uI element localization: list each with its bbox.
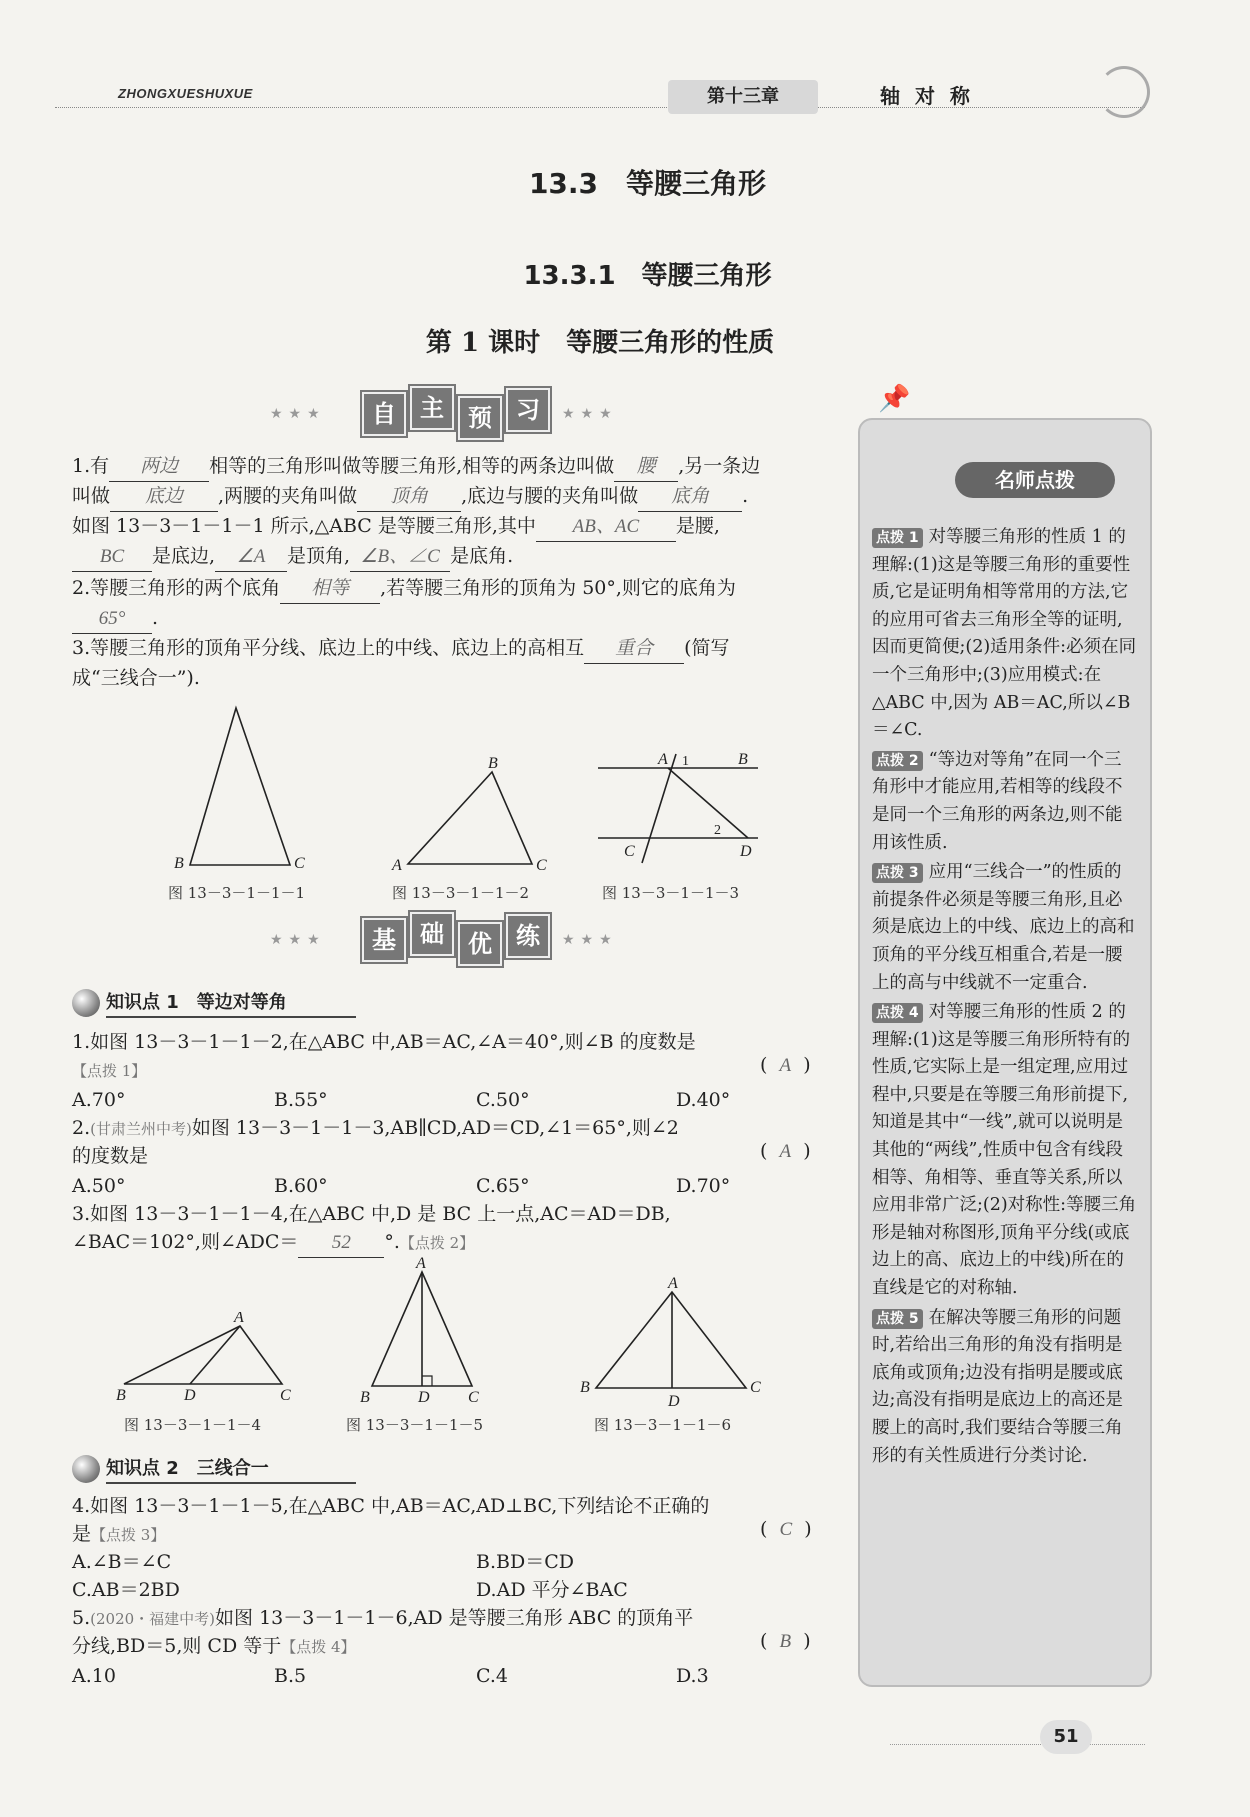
k2-q5-option-c: C.4 <box>476 1665 508 1687</box>
sidebar-content <box>872 524 1138 1472</box>
banner-char: 优 <box>458 922 502 966</box>
k2-q4-option-c: C.AB＝2BD <box>72 1579 180 1601</box>
chapter-label: 第十三章 <box>668 80 818 114</box>
teacher-tips-sidebar <box>858 418 1152 1687</box>
k1-q1-text: 1.如图 13－3－1－1－2,在△ABC 中,AB＝AC,∠A＝40°,则∠B 的度数是 <box>72 1031 696 1053</box>
preview-q3-line1: 3.等腰三角形的顶角平分线、底边上的中线、底边上的高相互 重合 (简写 <box>72 634 730 664</box>
vertex-label: D <box>668 1393 680 1410</box>
vertex-label: C <box>280 1387 291 1402</box>
tip-item: 点拨 1 对等腰三角形的性质 1 的理解:(1)这是等腰三角形的重要性质,它是证明角相等常用的方法,它的应用可省去三角形全等的证明,因而更简便;(2)适用条件:必须在同一个三角形中;(3)应用模式:在△ABC 中,因为 AB＝AC,所以∠B＝∠C. <box>872 527 1137 741</box>
vertex-label: D <box>184 1387 196 1402</box>
preview-banner <box>270 392 650 438</box>
vertex-label: D <box>418 1389 430 1406</box>
banner-char: 基 <box>362 918 406 962</box>
preview-q2-line2: 65° . <box>72 604 158 634</box>
preview-q1-line1: 1.有 两边 相等的三角形叫做等腰三角形,相等的两条边叫做 腰 ,另一条边 <box>72 452 760 482</box>
figure-caption: 图 13－3－1－1－1 <box>168 884 306 902</box>
vertex-label: C <box>536 857 547 874</box>
k1-q3-text2: ∠BAC＝102°,则∠ADC＝ 52 °.【点拨 2】 <box>72 1228 474 1258</box>
triangle-shape <box>408 772 532 864</box>
page-number: 51 <box>1040 1720 1092 1754</box>
point-label: B <box>738 751 748 768</box>
k2-q5-text: 5.(2020・福建中考)如图 13－3－1－1－6,AD 是等腰三角形 ABC 的顶角平 <box>72 1607 694 1629</box>
tip-item: 点拨 5 在解决等腰三角形的问题时,若给出三角形的角没有指明是底角或顶角;边没有指明是腰或底边;高没有指明是底边上的高还是腰上的高时,我们要结合等腰三角形的有关性质进行分类讨论. <box>872 1307 1123 1466</box>
preview-q1-line3: 如图 13－3－1－1－1 所示,△ABC 是等腰三角形,其中 AB、AC 是腰, <box>72 512 720 542</box>
lesson-title: 第 1 课时 等腰三角形的性质 <box>425 328 775 358</box>
point-label: D <box>740 843 752 860</box>
k2-q5-option-b: B.5 <box>274 1665 307 1687</box>
pushpin-icon: 📌 <box>878 384 911 414</box>
star-icon: ★★★ <box>270 406 326 422</box>
k2-q4-text: 4.如图 13－3－1－1－5,在△ABC 中,AB＝AC,AD⊥BC,下列结论不正确的 <box>72 1495 710 1517</box>
segment-ad <box>190 1326 240 1384</box>
k1-q1-option-c: C.50° <box>476 1089 530 1111</box>
figure-caption: 图 13－3－1－1－2 <box>392 884 530 902</box>
series-name: ZHONGXUESHUXUE <box>118 86 253 101</box>
k1-q1-option-d: D.40° <box>676 1089 731 1111</box>
k1-q1-option-a: A.70° <box>72 1089 126 1111</box>
k1-q1-option-b: B.55° <box>274 1089 328 1111</box>
k2-q4-answer: ( C ) <box>760 1518 812 1540</box>
point-label: A <box>658 751 668 768</box>
figure-caption: 图 13－3－1－1－3 <box>602 884 740 902</box>
k2-q4-option-d: D.AD 平分∠BAC <box>476 1579 628 1601</box>
k1-q3-text: 3.如图 13－3－1－1－4,在△ABC 中,D 是 BC 上一点,AC＝AD＝DB, <box>72 1203 671 1225</box>
figure-13-3-1-1-4 <box>112 1312 302 1402</box>
k1-q1-answer: ( A ) <box>760 1054 811 1076</box>
preview-q2-line1: 2.等腰三角形的两个底角 相等 ,若等腰三角形的顶角为 50°,则它的底角为 <box>72 574 736 604</box>
k1-q2-text: 2.(甘肃兰州中考)如图 13－3－1－1－3,AB∥CD,AD＝CD,∠1＝65°,则∠2 <box>72 1117 679 1139</box>
figure-13-3-1-1-1 <box>160 690 320 870</box>
vertex-label: C <box>750 1379 761 1396</box>
k2-q4-option-b: B.BD＝CD <box>476 1551 574 1573</box>
k2-q4-text2: 是【点拨 3】 <box>72 1523 166 1545</box>
vertex-label: B <box>488 755 498 772</box>
knowledge-point-1-heading: 知识点 1 等边对等角 <box>72 988 287 1017</box>
triangle-shape <box>190 708 290 865</box>
k2-q5-option-a: A.10 <box>72 1665 116 1687</box>
sidebar-title: 名师点拨 <box>955 462 1115 498</box>
figure-13-3-1-1-3 <box>590 738 765 873</box>
triangle-shape <box>124 1326 282 1384</box>
k1-q2-option-d: D.70° <box>676 1175 731 1197</box>
k1-q2-text2: 的度数是 <box>72 1145 149 1167</box>
header-rule <box>55 107 1145 108</box>
vertex-label: A <box>392 857 402 874</box>
banner-char: 练 <box>506 914 550 958</box>
banner-char: 自 <box>362 392 406 436</box>
figure-caption: 图 13－3－1－1－5 <box>346 1416 484 1434</box>
k1-q2-option-b: B.60° <box>274 1175 328 1197</box>
k1-q2-option-c: C.65° <box>476 1175 530 1197</box>
segment-ad <box>668 768 748 838</box>
preview-q3-line2: 成“三线合一”). <box>72 667 200 689</box>
vertex-label: C <box>468 1389 479 1406</box>
subsection-title: 13.3.1 等腰三角形 <box>523 261 772 291</box>
k1-q1-hint: 【点拨 1】 <box>72 1062 147 1080</box>
footer-rule <box>890 1744 1145 1745</box>
banner-char: 预 <box>458 396 502 440</box>
banner-char: 习 <box>506 388 550 432</box>
figure-caption: 图 13－3－1－1－4 <box>124 1416 262 1434</box>
preview-q1-line4: BC 是底边, ∠A 是顶角, ∠B、∠C 是底角. <box>72 542 513 572</box>
k2-q5-option-d: D.3 <box>676 1665 709 1687</box>
vertex-label: B <box>360 1389 370 1406</box>
k1-q2-answer: ( A ) <box>760 1140 811 1162</box>
preview-q1-line2: 叫做 底边 ,两腰的夹角叫做 顶角 ,底边与腰的夹角叫做 底角 . <box>72 482 748 512</box>
k2-q4-option-a: A.∠B＝∠C <box>72 1551 172 1573</box>
figure-13-3-1-1-5 <box>352 1256 492 1406</box>
vertex-label: A <box>234 1312 244 1326</box>
star-icon: ★★★ <box>270 932 326 948</box>
vertex-label: B <box>580 1379 590 1396</box>
star-icon: ★★★ <box>562 406 618 422</box>
decoration-ring-icon <box>1098 66 1150 118</box>
figure-caption: 图 13－3－1－1－6 <box>594 1416 732 1434</box>
vertex-label: B <box>116 1387 126 1402</box>
tip-item: 点拨 4 对等腰三角形的性质 2 的理解:(1)这是等腰三角形所特有的性质,它实际上是一组定理,应用过程中,只要是在等腰三角形前提下,知道是其中“一线”,就可以说明是其他的“两线”,性质中包含有线段相等、角相等、垂直等关系,所以应用非常广泛;(2)对称性:等腰三角形是轴对称图形,顶角平分线(或底边上的高、底边上的中线)所在的直线是它的对称轴. <box>872 1002 1137 1299</box>
vertex-label: B <box>174 855 184 870</box>
star-icon: ★★★ <box>562 932 618 948</box>
angle-label: 2 <box>714 823 721 838</box>
banner-char: 主 <box>410 386 454 430</box>
tip-item: 点拨 2 “等边对等角”在同一个三角形中才能应用,若相等的线段不是同一个三角形的两条边,则不能用该性质. <box>872 749 1123 853</box>
vertex-label: A <box>668 1276 678 1292</box>
k2-q5-text2: 分线,BD＝5,则 CD 等于【点拨 4】 <box>72 1635 356 1657</box>
figure-13-3-1-1-2 <box>388 750 558 875</box>
bullet-ball-icon <box>72 1455 100 1483</box>
knowledge-point-2-heading: 知识点 2 三线合一 <box>72 1454 269 1483</box>
chapter-name: 轴 对 称 <box>880 84 974 108</box>
vertex-label: C <box>294 855 305 870</box>
point-label: C <box>624 843 635 860</box>
k1-q2-option-a: A.50° <box>72 1175 126 1197</box>
section-title: 13.3 等腰三角形 <box>528 167 767 200</box>
angle-label: 1 <box>682 754 689 769</box>
banner-char: 础 <box>410 912 454 956</box>
triangle-shape <box>596 1292 746 1388</box>
k2-q5-answer: ( B ) <box>760 1630 811 1652</box>
vertex-label: A <box>416 1256 426 1272</box>
figure-13-3-1-1-6 <box>576 1276 776 1411</box>
practice-banner <box>270 918 650 964</box>
tip-item: 点拨 3 应用“三线合一”的性质的前提条件必须是等腰三角形,且必须是底边上的中线、底边上的高和顶角的平分线互相重合,若是一腰上的高与中线就不一定重合. <box>872 862 1135 993</box>
right-angle-mark <box>422 1376 432 1386</box>
bullet-ball-icon <box>72 989 100 1017</box>
